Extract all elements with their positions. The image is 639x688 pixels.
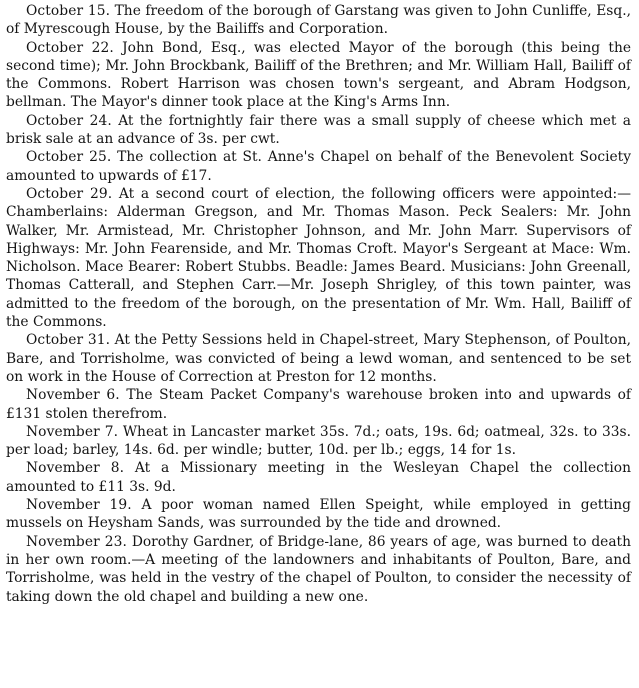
entry-oct-29 bbox=[6, 185, 631, 331]
entry-date: November 23. bbox=[26, 533, 127, 550]
entry-text: At the Petty Sessions held in Chapel-street, Mary Stephenson, of Poulton, Bare, and Torrisholme, was convicted of being a lewd woman, and sentenced to be set on work in the House of Correction at Preston for 12 months. bbox=[6, 332, 631, 385]
entry-text: Wheat in Lancaster market 35s. 7d.; oats, 19s. 6d; oatmeal, 32s. to 33s. per load; barley, 14s. 6d. per windle; butter, 10d. per lb.; eggs, 14 for 1s. bbox=[6, 423, 631, 459]
entry-date: October 29. bbox=[26, 185, 113, 202]
entry-date: October 22. bbox=[26, 39, 114, 56]
entry-nov-7 bbox=[6, 423, 631, 460]
entry-nov-19 bbox=[6, 496, 631, 533]
entry-nov-6 bbox=[6, 386, 631, 423]
entry-date: October 15. bbox=[26, 3, 111, 19]
entry-date: November 8. bbox=[26, 460, 125, 477]
entry-text: The freedom of the borough of Garstang was given to John Cunliffe, Esq., of Myrescough House, by the Bailiffs and Corporation. bbox=[6, 3, 631, 38]
entry-nov-8 bbox=[6, 459, 631, 496]
entry-text: At the fortnightly fair there was a small supply of cheese which met a brisk sale at an advance of 3s. per cwt. bbox=[6, 112, 631, 148]
entry-text: John Bond, Esq., was elected Mayor of the borough (this being the second time); Mr. John Brockbank, Bailiff of the Brethren; and Mr. William Hall, Bailiff of the Commons. Robert Harrison was chosen town's sergeant, and Abram Hodgson, bellman. The Mayor's dinner took place at the King's Arms Inn. bbox=[6, 39, 631, 111]
entry-date: October 25. bbox=[26, 149, 112, 166]
entry-date: November 7. bbox=[26, 423, 119, 440]
entry-date: October 31. bbox=[26, 332, 111, 349]
entry-text: Dorothy Gardner, of Bridge-lane, 86 years of age, was burned to death in her own room.—A meeting of the landowners and inhabitants of Poulton, Bare, and Torrisholme, was held in the vestry of the chapel of Poulton, to consider the necessity of taking down the old chapel and building a new one. bbox=[6, 533, 631, 605]
entry-date: November 19. bbox=[26, 497, 132, 514]
entry-text: A poor woman named Ellen Speight, while employed in getting mussels on Heysham Sands, was surrounded by the tide and drowned. bbox=[6, 497, 632, 532]
entry-oct-24 bbox=[6, 112, 631, 149]
entry-date: October 24. bbox=[26, 112, 112, 129]
entry-oct-31 bbox=[6, 331, 631, 386]
entry-date: November 6. bbox=[26, 387, 120, 404]
entry-nov-23 bbox=[6, 533, 631, 606]
entry-text: At a second court of election, the following officers were appointed:—Chamberlains: Alderman Gregson, and Mr. Thomas Mason. Peck Sealers: Mr. John Walker, Mr. Armistead, Mr. Christopher Johnson, and Mr. John Marr. Supervisors of Highways: Mr. John Fearenside, and Mr. Thomas Croft. Mayor's Sergeant at Mace: Wm. Nicholson. Mace Bearer: Robert Stubbs. Beadle: James Beard. Musicians: John Greenall, Thomas Catterall, and Stephen Carr.—Mr. Joseph Shrigley, of this town painter, was admitted to the freedom of the borough, on the presentation of Mr. Wm. Hall, Bailiff of the Commons. bbox=[6, 185, 631, 331]
entry-text: The collection at St. Anne's Chapel on behalf of the Benevolent Society amounted to upwards of £17. bbox=[6, 149, 631, 184]
entry-text: The Steam Packet Company's warehouse broken into and upwards of £131 stolen therefrom. bbox=[6, 387, 631, 422]
entry-text: At a Missionary meeting in the Wesleyan Chapel the collection amounted to £11 3s. 9d. bbox=[6, 460, 631, 495]
entry-oct-15 bbox=[6, 2, 631, 39]
entry-oct-22 bbox=[6, 39, 631, 112]
entry-oct-25 bbox=[6, 148, 631, 185]
